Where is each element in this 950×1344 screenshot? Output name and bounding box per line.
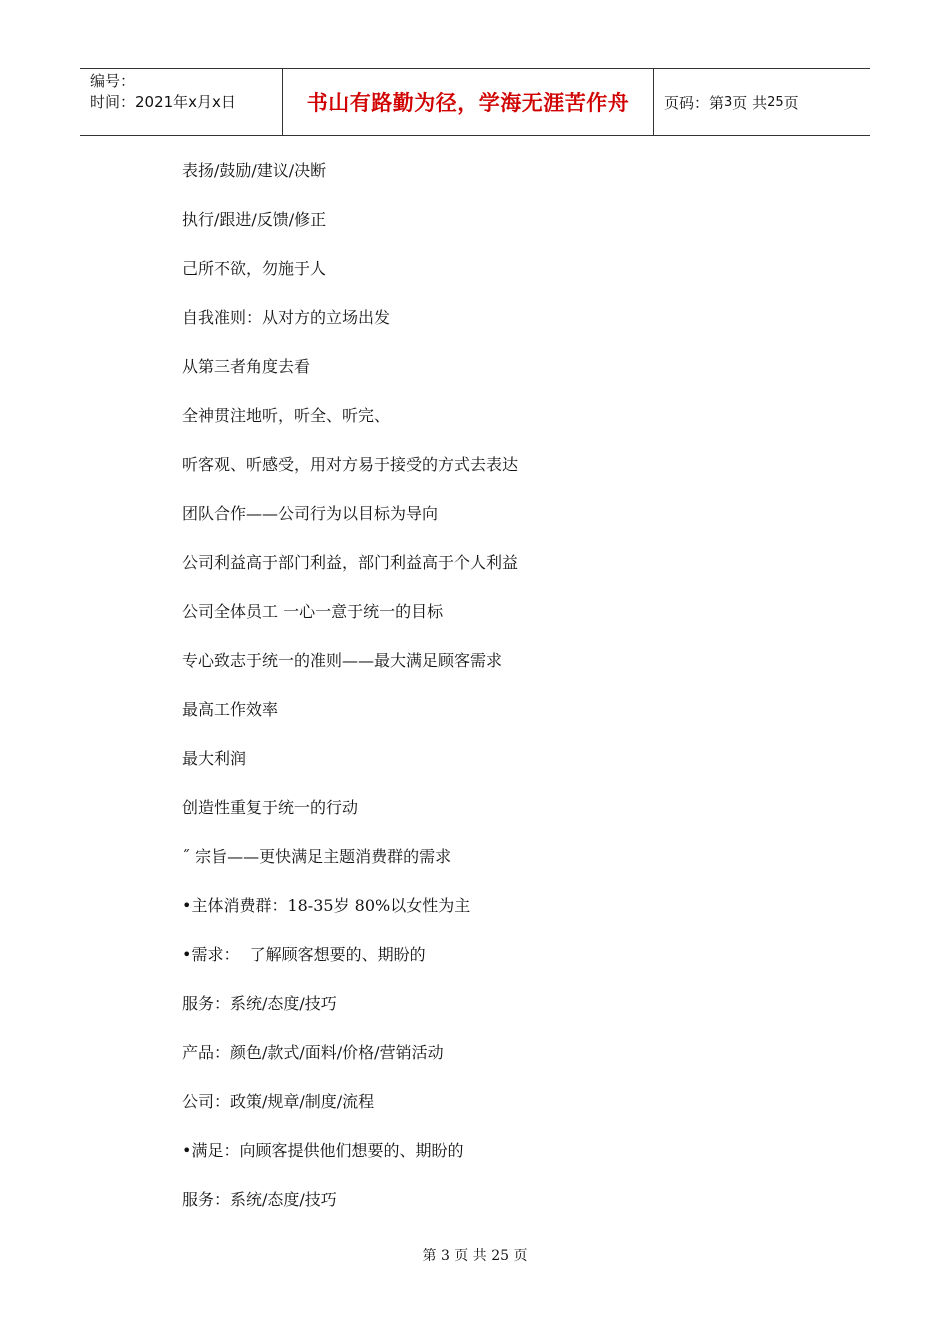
body-line: 自我准则：从对方的立场出发 xyxy=(182,308,391,327)
page-number: 3 xyxy=(724,94,733,110)
body-line: 公司：政策/规章/制度/流程 xyxy=(182,1092,375,1111)
body-line: 表扬/鼓励/建议/决断 xyxy=(182,161,327,180)
body-line: 创造性重复于统一的行动 xyxy=(182,798,359,817)
body-line: 最大利润 xyxy=(182,749,247,768)
page-footer: 第 3 页 共 25 页 xyxy=(422,1248,528,1264)
page-mid: 页 共 xyxy=(732,93,768,112)
page-header xyxy=(80,68,870,136)
header-meta xyxy=(80,69,282,135)
body-line: 己所不欲，勿施于人 xyxy=(182,259,327,278)
body-line: 执行/跟进/反馈/修正 xyxy=(182,210,327,229)
page-suffix: 页 xyxy=(783,93,799,112)
document-number-label: 编号： xyxy=(90,72,136,90)
body-line: 从第三者角度去看 xyxy=(182,357,311,376)
body-line: 公司利益高于部门利益，部门利益高于个人利益 xyxy=(182,553,519,572)
body-line: 听客观、听感受，用对方易于接受的方式去表达 xyxy=(182,455,519,474)
body-line: 专心致志于统一的准则——最大满足顾客需求 xyxy=(182,651,503,670)
body-line: 服务：系统/态度/技巧 xyxy=(182,994,337,1013)
header-page-indicator xyxy=(654,69,870,135)
header-motto: 书山有路勤为径，学海无涯苦作舟 xyxy=(282,69,654,135)
page-prefix: 页码：第 xyxy=(664,93,725,112)
document-body xyxy=(182,158,822,1236)
body-line: •满足：向顾客提供他们想要的、期盼的 xyxy=(182,1141,464,1160)
body-line: 公司全体员工 一心一意于统一的目标 xyxy=(182,602,444,621)
body-line: ˝ 宗旨——更快满足主题消费群的需求 xyxy=(182,847,452,866)
body-line: 全神贯注地听，听全、听完、 xyxy=(182,406,391,425)
body-line: 团队合作——公司行为以目标为导向 xyxy=(182,504,439,523)
body-line: 服务：系统/态度/技巧 xyxy=(182,1190,337,1209)
body-line: 产品：颜色/款式/面料/价格/营销活动 xyxy=(182,1043,444,1062)
body-line: •主体消费群：18-35岁 80%以女性为主 xyxy=(182,896,471,915)
page-total: 25 xyxy=(767,94,784,110)
body-line: •需求： 了解顾客想要的、期盼的 xyxy=(182,945,426,964)
document-date: 时间：2021年x月x日 xyxy=(90,93,236,111)
body-line: 最高工作效率 xyxy=(182,700,279,719)
